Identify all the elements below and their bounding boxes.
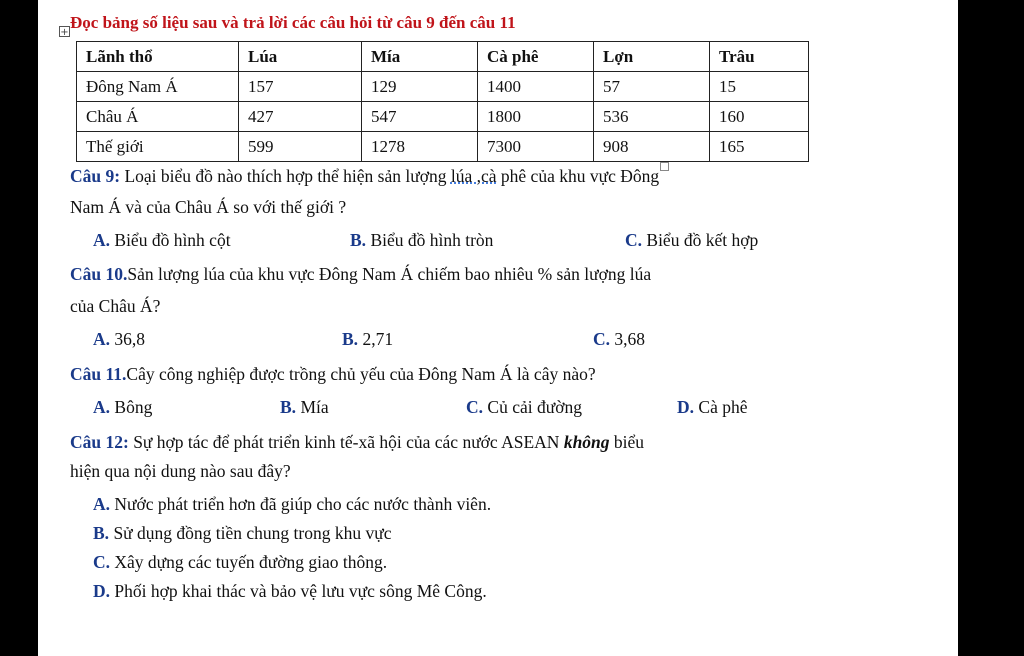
table-header-cell: Lúa — [239, 42, 362, 72]
question-12-line2: hiện qua nội dung nào sau đây? — [70, 461, 291, 481]
table-cell: 157 — [239, 72, 362, 102]
table-move-handle-icon[interactable]: + — [60, 27, 69, 38]
option-letter: C. — [466, 397, 484, 417]
option-text: Nước phát triển hơn đã giúp cho các nước thành viên. — [110, 494, 492, 514]
option-text: Biểu đồ hình cột — [110, 230, 231, 250]
question-text: Cây công nghiệp được trồng chủ yếu của Đông Nam Á là cây nào? — [126, 364, 596, 384]
option-text: 36,8 — [110, 329, 146, 349]
data-table — [76, 41, 809, 162]
option-letter: A. — [93, 494, 111, 514]
table-cell: 160 — [710, 102, 809, 132]
heading: Đọc bảng số liệu sau và trả lời các câu hỏi từ câu 9 đến câu 11 — [70, 13, 516, 32]
option-letter: C. — [93, 552, 111, 572]
option-letter: B. — [342, 329, 359, 349]
table-header-cell: Trâu — [710, 42, 809, 72]
question-text: Loại biểu đồ nào thích hợp thể hiện sản lượng — [120, 166, 451, 186]
option-letter: B. — [350, 230, 367, 250]
question-11 — [70, 364, 596, 385]
question-text: phê của khu vực Đông — [496, 166, 660, 186]
question-text: Sự hợp tác để phát triển kinh tế-xã hội của các nước ASEAN — [128, 432, 564, 452]
table-cell: 547 — [362, 102, 478, 132]
answer-option — [677, 397, 747, 418]
question-12 — [70, 432, 644, 453]
table-cell: 129 — [362, 72, 478, 102]
table-cell: 427 — [239, 102, 362, 132]
answer-option — [625, 230, 758, 251]
table-cell: Đông Nam Á — [77, 72, 239, 102]
table-cell: 57 — [594, 72, 710, 102]
option-text: Củ cải đường — [483, 397, 582, 417]
text-marker-icon — [660, 162, 669, 171]
answer-option — [93, 494, 491, 515]
question-10-line2: của Châu Á? — [70, 296, 161, 316]
question-label: Câu 11. — [70, 364, 127, 384]
option-text: 3,68 — [610, 329, 646, 349]
table-cell: 1278 — [362, 132, 478, 162]
table-cell: 1400 — [478, 72, 594, 102]
answer-option — [350, 230, 493, 251]
option-text: Sử dụng đồng tiền chung trong khu vực — [109, 523, 392, 543]
option-letter: D. — [677, 397, 695, 417]
answer-option — [93, 329, 145, 350]
option-text: Bông — [110, 397, 153, 417]
table-cell: 15 — [710, 72, 809, 102]
table-cell: Thế giới — [77, 132, 239, 162]
table-header-row — [77, 42, 809, 72]
table-cell: 1800 — [478, 102, 594, 132]
option-text: Biểu đồ hình tròn — [366, 230, 494, 250]
answer-option — [93, 523, 391, 544]
table-row — [77, 132, 809, 162]
answer-option — [342, 329, 393, 350]
option-text: Xây dựng các tuyến đường giao thông. — [110, 552, 388, 572]
question-text-emphasis: không — [563, 432, 610, 452]
answer-option — [466, 397, 582, 418]
question-text: Sản lượng lúa của khu vực Đông Nam Á chiếm bao nhiêu % sản lượng lúa — [127, 264, 652, 284]
question-10 — [70, 264, 651, 285]
question-text-underlined: lúa ,cà — [450, 166, 497, 186]
option-letter: C. — [625, 230, 643, 250]
question-9 — [70, 166, 659, 187]
table-header-cell: Mía — [362, 42, 478, 72]
answer-option — [280, 397, 329, 418]
option-letter: A. — [93, 329, 111, 349]
option-text: Cà phê — [694, 397, 748, 417]
option-text: Biểu đồ kết hợp — [642, 230, 759, 250]
option-text: 2,71 — [358, 329, 394, 349]
table-row — [77, 102, 809, 132]
question-label: Câu 9: — [70, 166, 121, 186]
option-letter: D. — [93, 581, 111, 601]
answer-option — [93, 581, 487, 602]
option-letter: B. — [280, 397, 297, 417]
option-letter: A. — [93, 397, 111, 417]
table-cell: 7300 — [478, 132, 594, 162]
table-cell: 536 — [594, 102, 710, 132]
question-label: Câu 10. — [70, 264, 128, 284]
option-text: Phối hợp khai thác và bảo vệ lưu vực sông Mê Công. — [110, 581, 487, 601]
answer-option — [93, 230, 231, 251]
table-header-cell: Lợn — [594, 42, 710, 72]
table-cell: 599 — [239, 132, 362, 162]
answer-option — [93, 552, 387, 573]
table-header-cell: Lãnh thổ — [77, 42, 239, 72]
answer-option — [593, 329, 645, 350]
question-9-line2: Nam Á và của Châu Á so với thế giới ? — [70, 197, 347, 217]
table-cell: 165 — [710, 132, 809, 162]
option-letter: B. — [93, 523, 110, 543]
option-letter: A. — [93, 230, 111, 250]
answer-option — [93, 397, 152, 418]
option-text: Mía — [296, 397, 329, 417]
table-header-cell: Cà phê — [478, 42, 594, 72]
question-label: Câu 12: — [70, 432, 129, 452]
table-cell: Châu Á — [77, 102, 239, 132]
table-row — [77, 72, 809, 102]
table-cell: 908 — [594, 132, 710, 162]
option-letter: C. — [593, 329, 611, 349]
question-text: biểu — [609, 432, 645, 452]
